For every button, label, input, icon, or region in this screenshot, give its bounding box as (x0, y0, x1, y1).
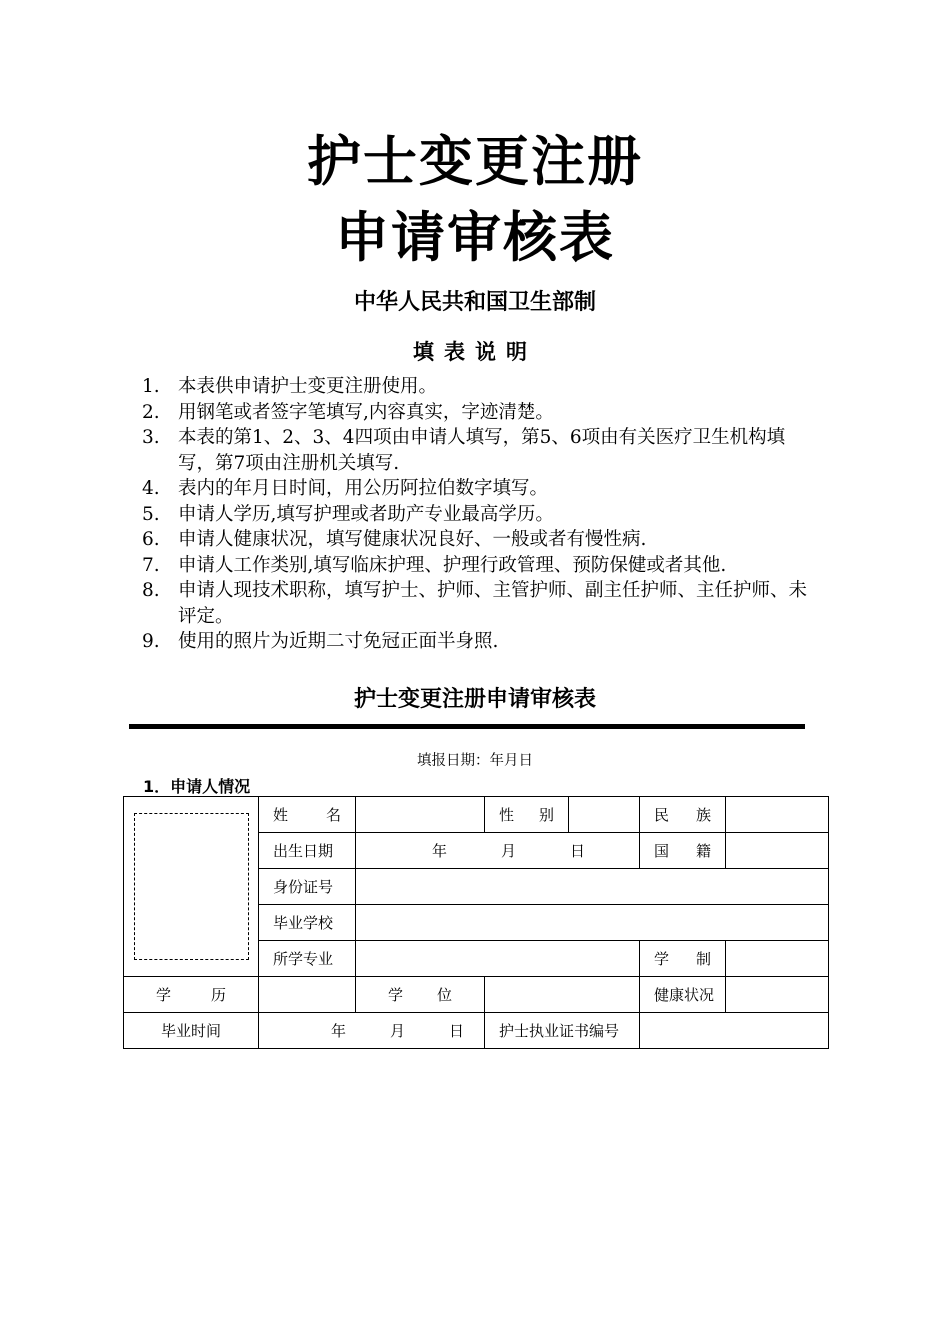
degree-label: 学 位 (356, 977, 485, 1013)
gender-label: 性 别 (485, 797, 569, 833)
ethnicity-label: 民 族 (640, 797, 726, 833)
instruction-number: 8. (142, 580, 160, 601)
name-label: 姓 名 (259, 797, 356, 833)
instruction-item (142, 553, 822, 579)
instruction-text: 申请人现技术职称，填写护士、护师、主管护师、副主任护师、主任护师、未评定。 (178, 580, 808, 627)
instructions-list (142, 374, 822, 655)
instruction-item (142, 527, 822, 553)
instructions-heading: 填表说明 (413, 340, 537, 364)
instruction-item (142, 629, 822, 655)
instruction-text: 本表供申请护士变更注册使用。 (178, 376, 438, 397)
name-field[interactable] (356, 797, 485, 833)
education-field[interactable] (259, 977, 356, 1013)
id-number-label: 身份证号 (259, 869, 356, 905)
instruction-text: 用钢笔或者签字笔填写,内容真实，字迹清楚。 (178, 401, 554, 423)
nationality-field[interactable] (726, 833, 829, 869)
document-title-line-2: 申请审核表 (335, 206, 615, 269)
instruction-text: 表内的年月日时间，用公历阿拉伯数字填写。 (178, 478, 549, 499)
degree-field[interactable] (485, 977, 640, 1013)
instruction-text: 申请人健康状况，填写健康状况良好、一般或者有慢性病. (178, 529, 647, 550)
form-title: 护士变更注册申请审核表 (353, 687, 596, 712)
school-field[interactable] (356, 905, 829, 941)
birth-date-label: 出生日期 (259, 833, 356, 869)
instruction-number: 1. (142, 376, 160, 397)
graduation-time-field[interactable]: 年 月 日 (259, 1013, 485, 1049)
health-field[interactable] (726, 977, 829, 1013)
major-field[interactable] (356, 941, 640, 977)
instruction-text: 申请人学历,填写护理或者助产专业最高学历。 (178, 503, 554, 525)
photo-placeholder (134, 813, 249, 960)
id-number-field[interactable] (356, 869, 829, 905)
school-label: 毕业学校 (259, 905, 356, 941)
instruction-number: 9. (142, 631, 160, 652)
instruction-text: 申请人工作类别,填写临床护理、护理行政管理、预防保健或者其他. (178, 554, 727, 576)
gender-field[interactable] (569, 797, 640, 833)
instruction-item (142, 578, 822, 629)
applicant-info-table (123, 796, 829, 1049)
instruction-text: 本表的第1、2、3、4四项由申请人填写，第5、6项由有关医疗卫生机构填写，第7项由注册机关填写. (178, 427, 786, 474)
instruction-item (142, 476, 822, 502)
fill-date: 填报日期：年月日 (417, 753, 533, 769)
title-rule (129, 724, 805, 729)
instruction-number: 6. (142, 529, 160, 550)
instruction-number: 2. (142, 401, 160, 423)
graduation-time-label: 毕业时间 (124, 1013, 259, 1049)
document-title-line-1: 护士变更注册 (307, 130, 643, 193)
health-label: 健康状况 (640, 977, 726, 1013)
license-number-field[interactable] (640, 1013, 829, 1049)
schooling-length-label: 学 制 (640, 941, 726, 977)
instruction-item (142, 425, 822, 476)
instruction-number: 5. (142, 503, 160, 525)
birth-date-field[interactable]: 年 月 日 (356, 833, 640, 869)
major-label: 所学专业 (259, 941, 356, 977)
education-label: 学 历 (124, 977, 259, 1013)
instruction-number: 4. (142, 478, 160, 499)
schooling-length-field[interactable] (726, 941, 829, 977)
ethnicity-field[interactable] (726, 797, 829, 833)
instruction-item (142, 400, 822, 426)
nationality-label: 国 籍 (640, 833, 726, 869)
instruction-number: 3. (142, 427, 160, 448)
instruction-number: 7. (142, 554, 160, 576)
instruction-item (142, 502, 822, 528)
instruction-item (142, 374, 822, 400)
license-number-label: 护士执业证书编号 (485, 1013, 640, 1049)
section-heading-applicant: 1．申请人情况 (143, 777, 251, 796)
photo-cell[interactable] (124, 797, 259, 977)
instruction-text: 使用的照片为近期二寸免冠正面半身照. (178, 631, 499, 652)
issuer: 中华人民共和国卫生部制 (353, 290, 596, 315)
